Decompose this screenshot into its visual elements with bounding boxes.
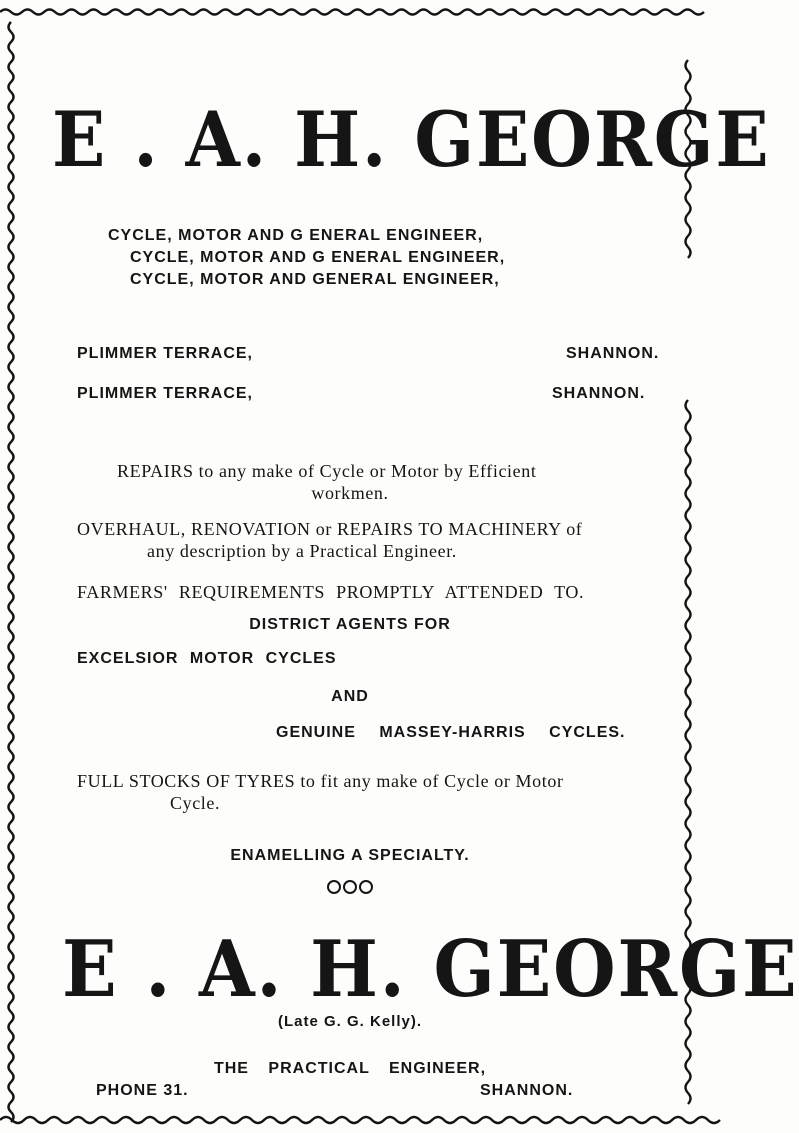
stocks-line-1: FULL STOCKS OF TYRES to fit any make of Cycle or Motor <box>77 771 564 791</box>
border-bottom <box>0 1106 700 1133</box>
overhaul-line-2: any description by a Practical Engineer. <box>147 541 457 561</box>
repairs-line-2: workmen. <box>311 483 389 503</box>
trade-line-2: CYCLE, MOTOR AND G ENERAL ENGINEER, <box>130 249 506 266</box>
overhaul-line-1: OVERHAUL, RENOVATION or REPAIRS TO MACHINERY of <box>77 519 583 539</box>
late-kelly: (Late G. G. Kelly). <box>277 1013 423 1030</box>
repairs-line-1: REPAIRS to any make of Cycle or Motor by Efficient <box>117 461 537 481</box>
address-street-2: PLIMMER TERRACE, <box>77 385 253 402</box>
agents-and: AND <box>331 688 369 705</box>
ornament-icon <box>0 880 700 899</box>
agents-massey: GENUINE MASSEY-HARRIS CYCLES. <box>276 724 626 741</box>
footer-title: E . A. H. GEORGE <box>62 924 799 1015</box>
practical-engineer: THE PRACTICAL ENGINEER, <box>213 1060 487 1077</box>
farmers-line: FARMERS' REQUIREMENTS PROMPTLY ATTENDED TO. <box>77 582 585 602</box>
trade-line-1: CYCLE, MOTOR AND G ENERAL ENGINEER, <box>108 227 484 244</box>
address-street-1: PLIMMER TERRACE, <box>77 345 253 362</box>
agents-heading: DISTRICT AGENTS FOR <box>249 616 451 633</box>
stocks-line-2: Cycle. <box>170 793 221 813</box>
address-town-2: SHANNON. <box>552 385 646 402</box>
advert-title: E . A. H. GEORGE <box>52 95 771 184</box>
agents-excelsior: EXCELSIOR MOTOR CYCLES <box>77 650 337 667</box>
footer-town: SHANNON. <box>480 1082 574 1099</box>
address-town-1: SHANNON. <box>566 345 660 362</box>
border-top <box>0 0 700 24</box>
phone-number: PHONE 31. <box>96 1082 189 1099</box>
border-left <box>0 22 22 1112</box>
specialty-line: ENAMELLING A SPECIALTY. <box>230 847 470 864</box>
trade-line-3: CYCLE, MOTOR AND GENERAL ENGINEER, <box>130 271 500 288</box>
